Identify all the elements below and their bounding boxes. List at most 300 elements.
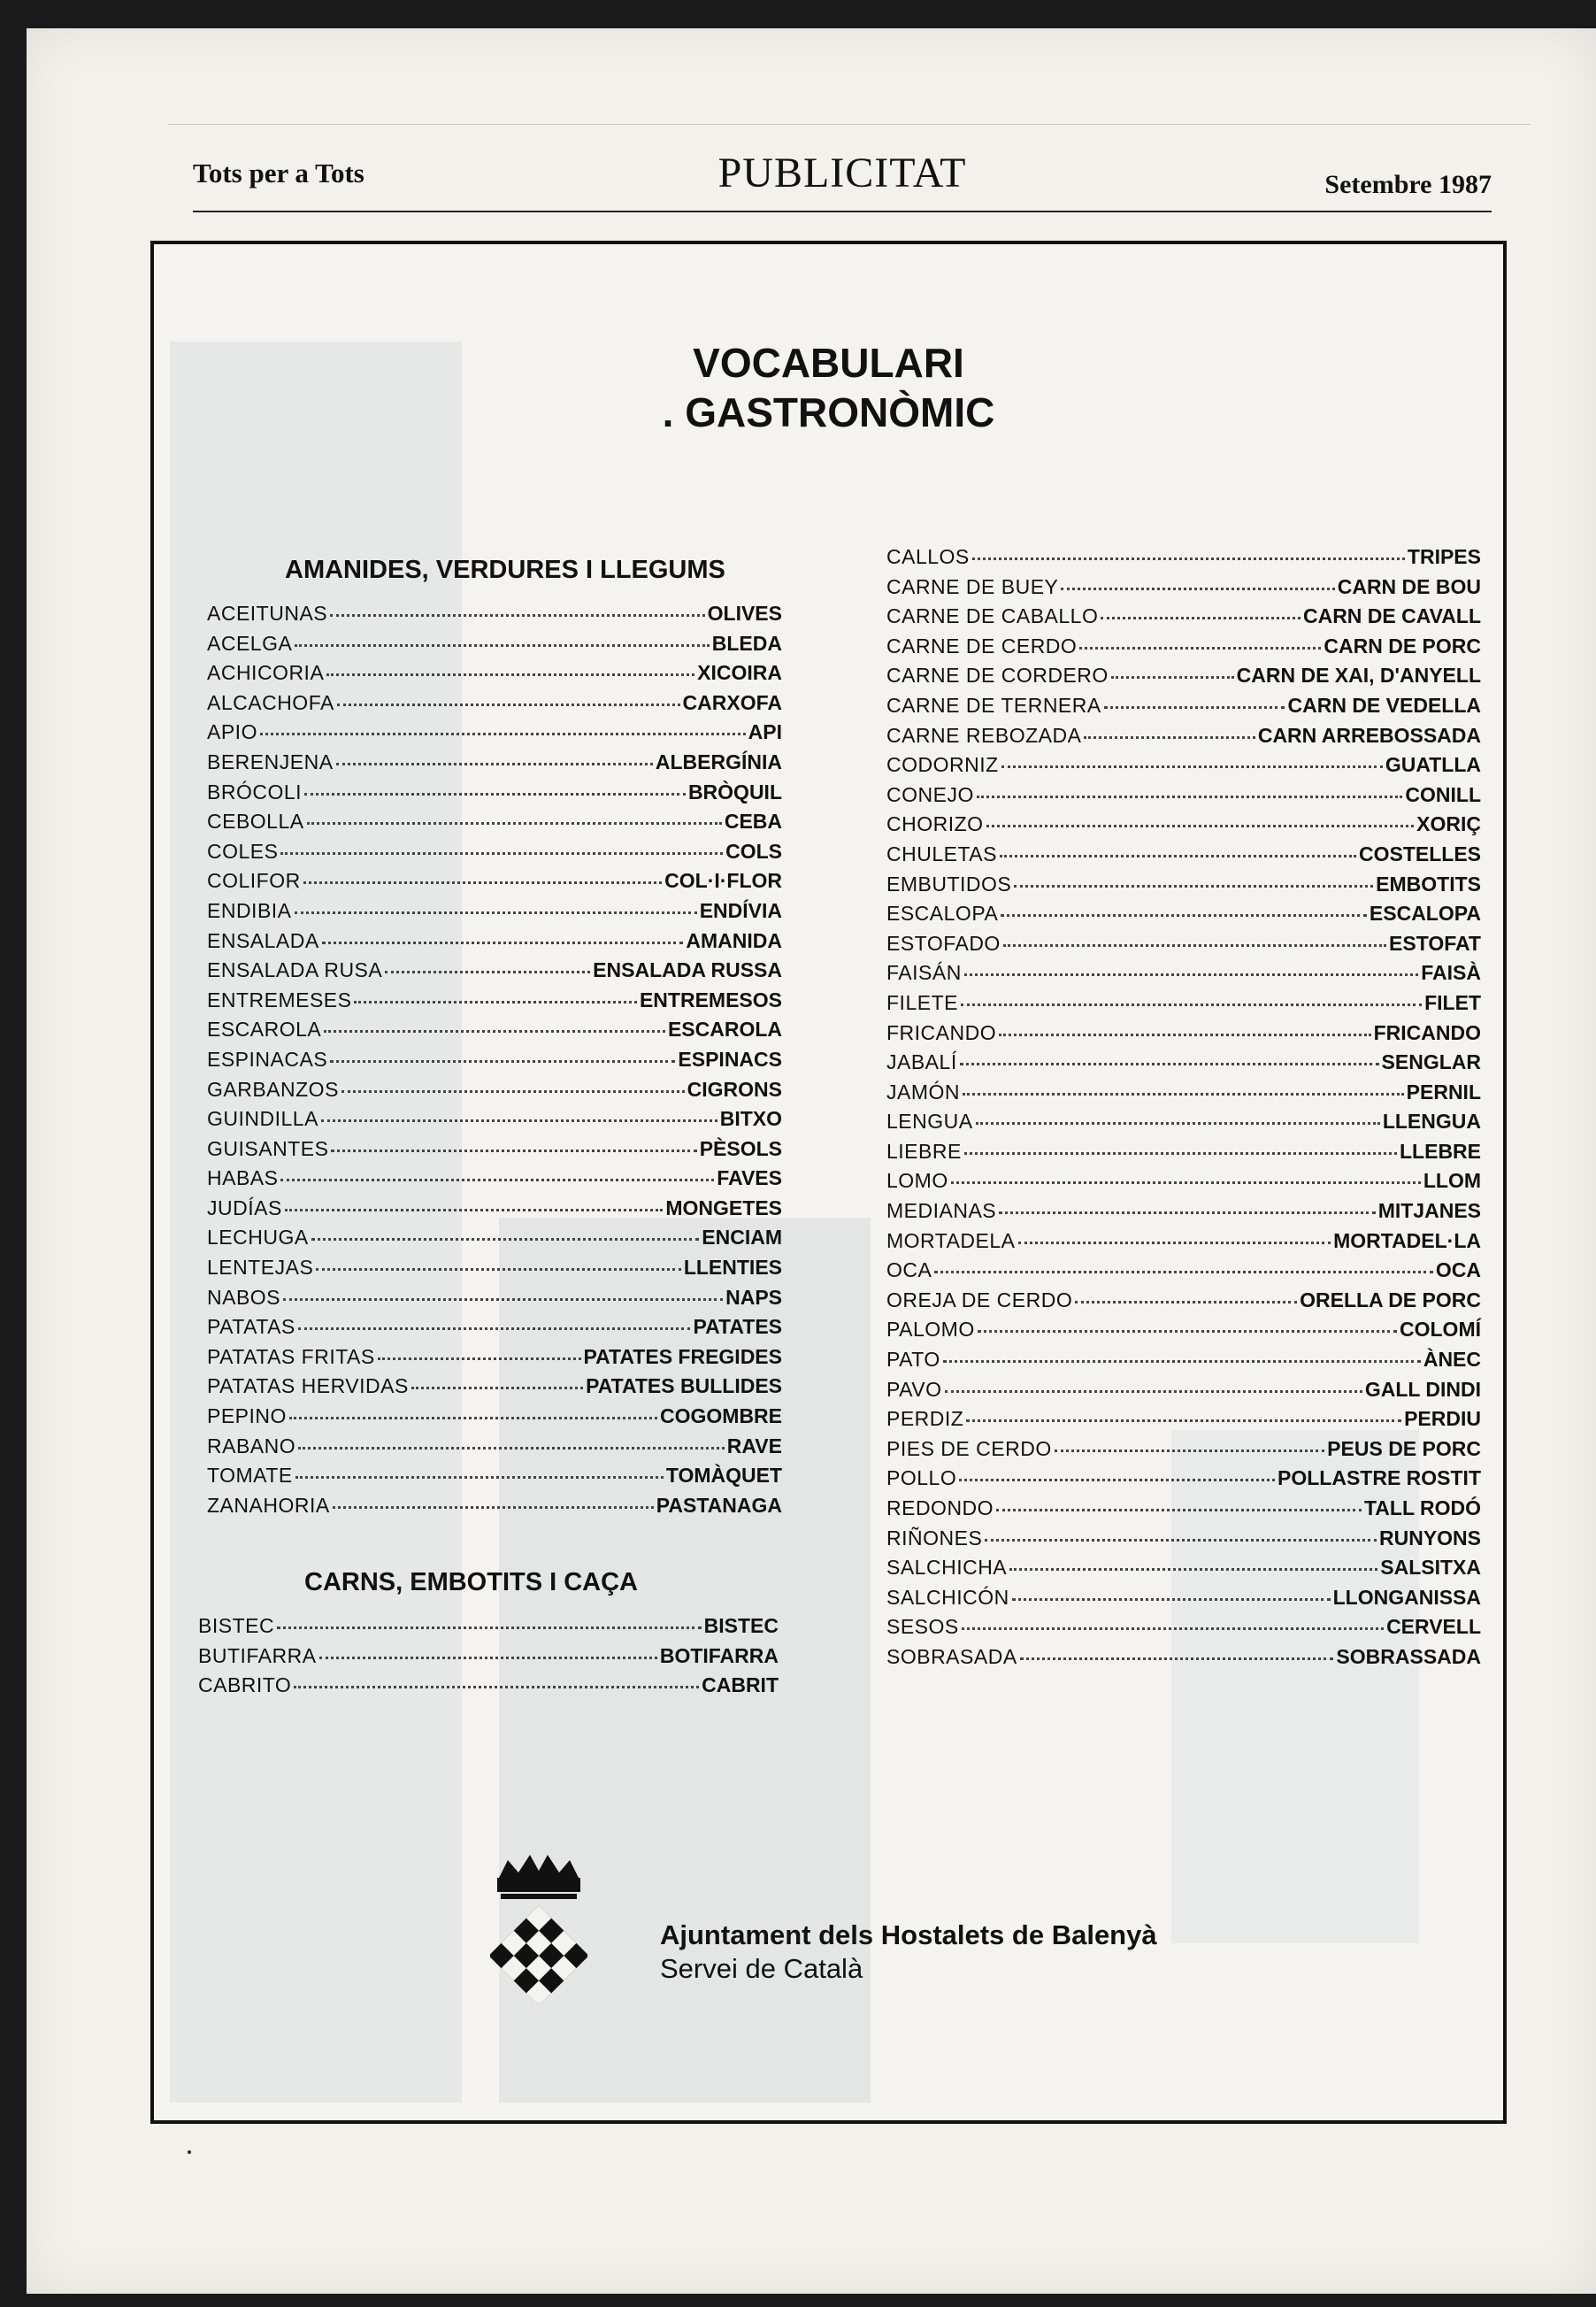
dot-leader <box>303 881 662 884</box>
spanish-term: BRÓCOLI <box>207 780 303 804</box>
catalan-term: CABRIT <box>702 1673 779 1697</box>
vocabulary-entry <box>207 1196 782 1227</box>
spanish-term: ESTOFADO <box>886 931 1001 955</box>
vocabulary-entry <box>207 840 782 870</box>
dot-leader <box>285 1209 664 1211</box>
meats-list-continued <box>886 545 1481 1675</box>
dot-leader <box>385 971 590 973</box>
catalan-term: OLIVES <box>707 602 782 625</box>
spanish-term: CHORIZO <box>886 812 984 836</box>
vocabulary-entry <box>886 1050 1481 1080</box>
dot-leader <box>294 1686 699 1688</box>
vocabulary-entry <box>886 575 1481 605</box>
spanish-term: ALCACHOFA <box>207 690 334 714</box>
vocabulary-entry <box>207 1018 782 1048</box>
vocabulary-entry <box>886 1318 1481 1348</box>
dot-leader <box>972 558 1405 560</box>
vocabulary-entry <box>886 724 1481 754</box>
spanish-term: SOBRASADA <box>886 1644 1017 1668</box>
catalan-term: NAPS <box>725 1285 782 1309</box>
vocabulary-entry <box>886 1348 1481 1378</box>
catalan-term: ENTREMESOS <box>639 988 782 1011</box>
spanish-term: COLIFOR <box>207 869 301 893</box>
catalan-term: CARN DE PORC <box>1324 634 1481 657</box>
dot-leader <box>411 1387 583 1389</box>
catalan-term: LLEBRE <box>1400 1139 1481 1163</box>
spanish-term: LENTEJAS <box>207 1256 314 1280</box>
dot-leader <box>966 1419 1401 1422</box>
spanish-term: PATATAS FRITAS <box>207 1344 375 1368</box>
catalan-term: CARN DE VEDELLA <box>1287 693 1481 717</box>
vocabulary-entry <box>886 1199 1481 1229</box>
vocabulary-entry <box>886 604 1481 634</box>
spanish-term: PEPINO <box>207 1404 287 1428</box>
spanish-term: MEDIANAS <box>886 1199 997 1223</box>
vocabulary-entry <box>886 1437 1481 1467</box>
catalan-term: EMBOTITS <box>1376 872 1481 896</box>
vocabulary-entry <box>207 1048 782 1078</box>
spanish-term: SESOS <box>886 1615 959 1639</box>
spanish-term: BERENJENA <box>207 750 334 773</box>
spanish-term: ENSALADA RUSA <box>207 958 383 982</box>
dot-leader <box>298 1327 691 1330</box>
meats-list <box>198 1614 779 1703</box>
catalan-term: POLLASTRE ROSTIT <box>1278 1466 1481 1490</box>
vocabulary-entry <box>207 720 782 750</box>
dot-leader <box>996 1509 1362 1511</box>
dot-leader <box>1012 1598 1331 1601</box>
catalan-term: BRÒQUIL <box>687 780 782 804</box>
catalan-term: ENCIAM <box>702 1226 782 1250</box>
catalan-term: RUNYONS <box>1378 1526 1481 1550</box>
dot-leader <box>1061 588 1334 590</box>
vocabulary-entry <box>207 1464 782 1494</box>
vocabulary-entry <box>207 929 782 959</box>
vocabulary-entry <box>886 1110 1481 1140</box>
catalan-term: MITJANES <box>1377 1199 1481 1223</box>
spanish-term: TOMATE <box>207 1464 293 1488</box>
sponsor-block <box>660 1919 1157 1986</box>
spanish-term: PIES DE CERDO <box>886 1436 1052 1460</box>
dot-leader <box>951 1181 1421 1184</box>
spanish-term: BUTIFARRA <box>198 1643 317 1667</box>
spanish-term: LECHUGA <box>207 1226 309 1250</box>
vocabulary-entry <box>886 932 1481 962</box>
dot-leader <box>960 1063 1379 1065</box>
vocabulary-entry <box>886 694 1481 724</box>
spanish-term: PERDIZ <box>886 1407 964 1431</box>
vocabulary-entry <box>207 781 782 811</box>
spanish-term: GARBANZOS <box>207 1077 339 1101</box>
dot-leader <box>280 1179 714 1181</box>
catalan-term: PERNIL <box>1406 1080 1481 1104</box>
dot-leader <box>1003 944 1386 947</box>
spanish-term: ZANAHORIA <box>207 1493 330 1517</box>
vocabulary-entry <box>886 1080 1481 1111</box>
vocabulary-entry <box>886 634 1481 665</box>
catalan-term: CARN ARREBOSSADA <box>1257 723 1481 747</box>
catalan-term: FAVES <box>717 1166 782 1190</box>
vocabulary-entry <box>207 661 782 691</box>
sponsor-name: Ajuntament dels Hostalets de Balenyà <box>660 1919 1157 1950</box>
spanish-term: SALCHICÓN <box>886 1585 1009 1609</box>
dot-leader <box>311 1238 700 1241</box>
catalan-term: SALSITXA <box>1380 1556 1481 1580</box>
catalan-term: COLS <box>725 839 782 863</box>
dot-leader <box>978 1330 1397 1333</box>
spanish-term: LOMO <box>886 1169 948 1193</box>
spanish-term: PALOMO <box>886 1318 975 1342</box>
vocabulary-entry <box>207 1374 782 1404</box>
dot-leader <box>964 1152 1397 1155</box>
catalan-term: PATATES BULLIDES <box>586 1374 782 1398</box>
catalan-term: MORTADEL·LA <box>1333 1228 1481 1252</box>
advert-subtitle: . GASTRONÒMIC <box>662 389 995 435</box>
vocabulary-entry <box>207 810 782 840</box>
vocabulary-entry <box>207 1166 782 1196</box>
vocabulary-entry <box>886 1526 1481 1557</box>
catalan-term: ENSALADA RUSSA <box>593 958 782 982</box>
spanish-term: CARNE DE CABALLO <box>886 604 1099 628</box>
dot-leader <box>934 1271 1433 1273</box>
catalan-term: ÀNEC <box>1423 1348 1481 1372</box>
spanish-term: CARNE DE BUEY <box>886 574 1059 598</box>
section-title: PUBLICITAT <box>717 150 967 196</box>
spanish-term: BISTEC <box>198 1614 275 1637</box>
dot-leader <box>943 1360 1421 1363</box>
vocabulary-entry <box>886 1288 1481 1319</box>
dot-leader <box>964 973 1418 976</box>
dot-leader <box>1009 1568 1377 1571</box>
dot-leader <box>959 1479 1275 1481</box>
vocabulary-entry <box>207 958 782 988</box>
spanish-term: ENTREMESES <box>207 988 352 1011</box>
catalan-term: XICOIRA <box>697 661 782 685</box>
vocabulary-entry <box>886 1556 1481 1586</box>
dot-leader <box>319 1657 657 1659</box>
spanish-term: CODORNIZ <box>886 753 999 777</box>
spanish-term: LENGUA <box>886 1110 973 1134</box>
page-header <box>193 149 1492 212</box>
vocabulary-entry <box>207 1404 782 1434</box>
spanish-term: PATATAS HERVIDAS <box>207 1374 409 1398</box>
spanish-term: COLES <box>207 839 279 863</box>
dot-leader <box>330 1060 675 1063</box>
vocabulary-entry <box>886 664 1481 694</box>
vocabulary-entry <box>207 691 782 721</box>
dot-leader <box>321 1119 717 1122</box>
spanish-term: ENDIBIA <box>207 898 292 922</box>
dot-leader <box>298 1447 725 1450</box>
spanish-term: JAMÓN <box>886 1080 960 1104</box>
spanish-term: CARNE DE CERDO <box>886 634 1078 657</box>
spanish-term: GUINDILLA <box>207 1107 318 1131</box>
publication-name: Tots per a Tots <box>193 158 364 188</box>
dot-leader <box>1020 1657 1334 1660</box>
spanish-term: FAISÁN <box>886 961 962 985</box>
dot-leader <box>1001 765 1383 768</box>
catalan-term: PEUS DE PORC <box>1327 1436 1481 1460</box>
dot-leader <box>1104 706 1285 709</box>
catalan-term: FILET <box>1424 990 1481 1014</box>
vocabulary-entry <box>886 753 1481 783</box>
issue-date: Setembre 1987 <box>1324 170 1492 199</box>
catalan-term: LLENGUA <box>1382 1110 1481 1134</box>
catalan-term: CARN DE BOU <box>1337 574 1481 598</box>
vocabulary-entry <box>886 545 1481 575</box>
spanish-term: OREJA DE CERDO <box>886 1288 1073 1311</box>
catalan-term: API <box>748 720 782 744</box>
dot-leader <box>316 1268 681 1271</box>
spanish-term: JABALÍ <box>886 1050 957 1074</box>
spanish-term: ACELGA <box>207 631 293 655</box>
spanish-term: ESCAROLA <box>207 1018 322 1042</box>
dot-leader <box>1014 885 1373 888</box>
vocabulary-entry <box>207 1078 782 1108</box>
dot-leader <box>322 942 684 944</box>
catalan-term: SENGLAR <box>1381 1050 1481 1074</box>
sponsor-department: Servei de Català <box>660 1953 863 1984</box>
dot-leader <box>283 1298 723 1301</box>
dot-leader <box>260 733 746 735</box>
section-heading-meats: CARNS, EMBOTITS I CAÇA <box>304 1568 638 1596</box>
top-rule <box>168 124 1531 125</box>
dot-leader <box>961 1004 1422 1006</box>
dot-leader <box>304 793 686 796</box>
print-speck <box>188 2150 191 2154</box>
vocabulary-entry <box>207 1256 782 1286</box>
spanish-term: ACHICORIA <box>207 661 325 685</box>
advert-title: VOCABULARI <box>693 340 964 386</box>
dot-leader <box>1101 617 1301 619</box>
catalan-term: FAISÀ <box>1421 961 1481 985</box>
vocabulary-entry <box>886 961 1481 991</box>
catalan-term: OCA <box>1435 1258 1481 1282</box>
dot-leader <box>1111 676 1234 679</box>
dot-leader <box>277 1626 702 1629</box>
dot-leader <box>1084 736 1255 739</box>
spanish-term: GUISANTES <box>207 1136 329 1160</box>
catalan-term: AMANIDA <box>686 928 782 952</box>
catalan-term: CARN DE XAI, D'ANYELL <box>1236 664 1481 688</box>
vocabulary-entry <box>886 1615 1481 1645</box>
spanish-term: JUDÍAS <box>207 1196 282 1219</box>
spanish-term: APIO <box>207 720 257 744</box>
vocabulary-entry <box>886 1258 1481 1288</box>
catalan-term: ESCAROLA <box>667 1018 782 1042</box>
dot-leader <box>963 1093 1404 1096</box>
dot-leader <box>1018 1242 1331 1244</box>
dot-leader <box>977 796 1403 798</box>
vocabulary-entry <box>886 1586 1481 1616</box>
dot-leader <box>295 1476 664 1479</box>
dot-leader <box>280 852 723 855</box>
vocabulary-entry <box>207 899 782 929</box>
spanish-term: CARNE DE CORDERO <box>886 664 1109 688</box>
catalan-term: ESTOFAT <box>1389 931 1481 955</box>
spanish-term: LIEBRE <box>886 1139 962 1163</box>
catalan-term: ESCALOPA <box>1369 902 1481 926</box>
spanish-term: ESCALOPA <box>886 902 999 926</box>
vocabulary-advert <box>150 241 1507 2124</box>
catalan-term: BOTIFARRA <box>659 1643 779 1667</box>
municipal-coat-of-arms-icon <box>490 1851 587 2002</box>
catalan-term: PASTANAGA <box>656 1493 782 1517</box>
vocabulary-entry <box>207 602 782 632</box>
dot-leader <box>336 763 653 765</box>
catalan-term: PATATES <box>693 1315 782 1339</box>
catalan-term: ESPINACS <box>678 1047 782 1071</box>
dot-leader <box>337 704 680 706</box>
catalan-term: GUATLLA <box>1385 753 1481 777</box>
spanish-term: SALCHICHA <box>886 1556 1008 1580</box>
spanish-term: OCA <box>886 1258 932 1282</box>
vocabulary-entry <box>886 1645 1481 1675</box>
spanish-term: PATO <box>886 1348 940 1372</box>
spanish-term: ENSALADA <box>207 928 319 952</box>
dot-leader <box>999 1211 1376 1214</box>
dot-leader <box>331 1150 696 1152</box>
dot-leader <box>307 822 722 825</box>
catalan-term: BLEDA <box>711 631 782 655</box>
catalan-term: MONGETES <box>665 1196 782 1219</box>
vocabulary-entry <box>198 1614 779 1644</box>
spanish-term: FRICANDO <box>886 1020 997 1044</box>
vocabulary-entry <box>207 1107 782 1137</box>
spanish-term: PAVO <box>886 1377 942 1401</box>
spanish-term: CABRITO <box>198 1673 292 1697</box>
section-heading-vegetables: AMANIDES, VERDURES I LLEGUMS <box>285 556 725 584</box>
dot-leader <box>378 1357 581 1360</box>
dot-leader <box>330 614 705 617</box>
vocabulary-entry <box>207 1137 782 1167</box>
catalan-term: FRICANDO <box>1373 1020 1481 1044</box>
dot-leader <box>985 1539 1377 1542</box>
spanish-term: RABANO <box>207 1434 296 1457</box>
spanish-term: REDONDO <box>886 1496 994 1519</box>
catalan-term: CIGRONS <box>687 1077 782 1101</box>
spanish-term: ACEITUNAS <box>207 602 328 625</box>
catalan-term: COL·I·FLOR <box>664 869 782 893</box>
vocabulary-entry <box>207 1286 782 1316</box>
catalan-term: PERDIU <box>1404 1407 1481 1431</box>
dot-leader <box>999 1034 1370 1036</box>
vocabulary-entry <box>886 812 1481 842</box>
dot-leader <box>962 1627 1384 1630</box>
spanish-term: ESPINACAS <box>207 1047 328 1071</box>
vocabulary-entry <box>207 869 782 899</box>
vocabulary-entry <box>207 1434 782 1465</box>
dot-leader <box>341 1090 685 1093</box>
spanish-term: MORTADELA <box>886 1228 1016 1252</box>
dot-leader <box>324 1030 665 1033</box>
vocabulary-entry <box>207 1345 782 1375</box>
vocabulary-entry <box>886 842 1481 873</box>
catalan-term: TOMÀQUET <box>665 1464 782 1488</box>
spanish-term: CHULETAS <box>886 842 997 865</box>
spanish-term: CARNE DE TERNERA <box>886 693 1101 717</box>
vocabulary-entry <box>886 1496 1481 1526</box>
spanish-term: NABOS <box>207 1285 281 1309</box>
vocabulary-entry <box>886 873 1481 903</box>
catalan-term: CARXOFA <box>682 690 782 714</box>
catalan-term: ENDÍVIA <box>699 898 782 922</box>
dot-leader <box>986 825 1415 827</box>
vocabulary-entry <box>886 1407 1481 1437</box>
catalan-term: LLOM <box>1423 1169 1481 1193</box>
catalan-term: SOBRASSADA <box>1336 1644 1481 1668</box>
spanish-term: CARNE REBOZADA <box>886 723 1082 747</box>
dot-leader <box>1079 647 1321 650</box>
dot-leader <box>326 673 694 676</box>
catalan-term: BISTEC <box>703 1614 779 1637</box>
spanish-term: PATATAS <box>207 1315 295 1339</box>
catalan-term: CERVELL <box>1386 1615 1481 1639</box>
catalan-term: LLENTIES <box>683 1256 782 1280</box>
vocabulary-entry <box>198 1644 779 1674</box>
vocabulary-entry <box>207 750 782 781</box>
catalan-term: CEBA <box>724 810 782 834</box>
vocabulary-entry <box>207 988 782 1019</box>
vegetables-list <box>207 602 782 1523</box>
catalan-term: TALL RODÓ <box>1363 1496 1481 1519</box>
catalan-term: COLOMÍ <box>1400 1318 1481 1342</box>
spanish-term: CALLOS <box>886 545 970 568</box>
vocabulary-entry <box>207 1315 782 1345</box>
dot-leader <box>1001 914 1367 917</box>
catalan-term: CARN DE CAVALL <box>1302 604 1481 628</box>
catalan-term: BITXO <box>719 1107 782 1131</box>
spanish-term: HABAS <box>207 1166 279 1190</box>
vocabulary-entry <box>886 1140 1481 1170</box>
dot-leader <box>289 1417 657 1419</box>
dot-leader <box>354 1001 636 1004</box>
catalan-term: PATATES FREGIDES <box>583 1344 782 1368</box>
catalan-term: ORELLA DE PORC <box>1300 1288 1481 1311</box>
vocabulary-entry <box>207 1494 782 1524</box>
catalan-term: COSTELLES <box>1358 842 1481 865</box>
dot-leader <box>945 1390 1362 1393</box>
dot-leader <box>295 911 697 914</box>
dot-leader <box>1000 855 1356 857</box>
vocabulary-entry <box>886 1229 1481 1259</box>
vocabulary-entry <box>207 1226 782 1256</box>
catalan-term: XORIÇ <box>1416 812 1481 836</box>
dot-leader <box>333 1506 654 1509</box>
vocabulary-entry <box>198 1673 779 1703</box>
dot-leader <box>1055 1450 1324 1452</box>
catalan-term: RAVE <box>726 1434 782 1457</box>
spanish-term: EMBUTIDOS <box>886 872 1012 896</box>
vocabulary-entry <box>886 1021 1481 1051</box>
catalan-term: PÈSOLS <box>699 1136 782 1160</box>
spanish-term: CEBOLLA <box>207 810 304 834</box>
spanish-term: CONEJO <box>886 782 974 806</box>
dot-leader <box>1075 1301 1297 1303</box>
catalan-term: LLONGANISSA <box>1332 1585 1481 1609</box>
spanish-term: POLLO <box>886 1466 957 1490</box>
catalan-term: CONILL <box>1405 782 1481 806</box>
spanish-term: RIÑONES <box>886 1526 983 1550</box>
vocabulary-entry <box>886 1378 1481 1408</box>
catalan-term: COGOMBRE <box>660 1404 782 1428</box>
vocabulary-entry <box>886 991 1481 1021</box>
spanish-term: FILETE <box>886 990 958 1014</box>
catalan-term: ALBERGÍNIA <box>655 750 782 773</box>
vocabulary-entry <box>207 632 782 662</box>
vocabulary-entry <box>886 783 1481 813</box>
dot-leader <box>976 1122 1380 1125</box>
